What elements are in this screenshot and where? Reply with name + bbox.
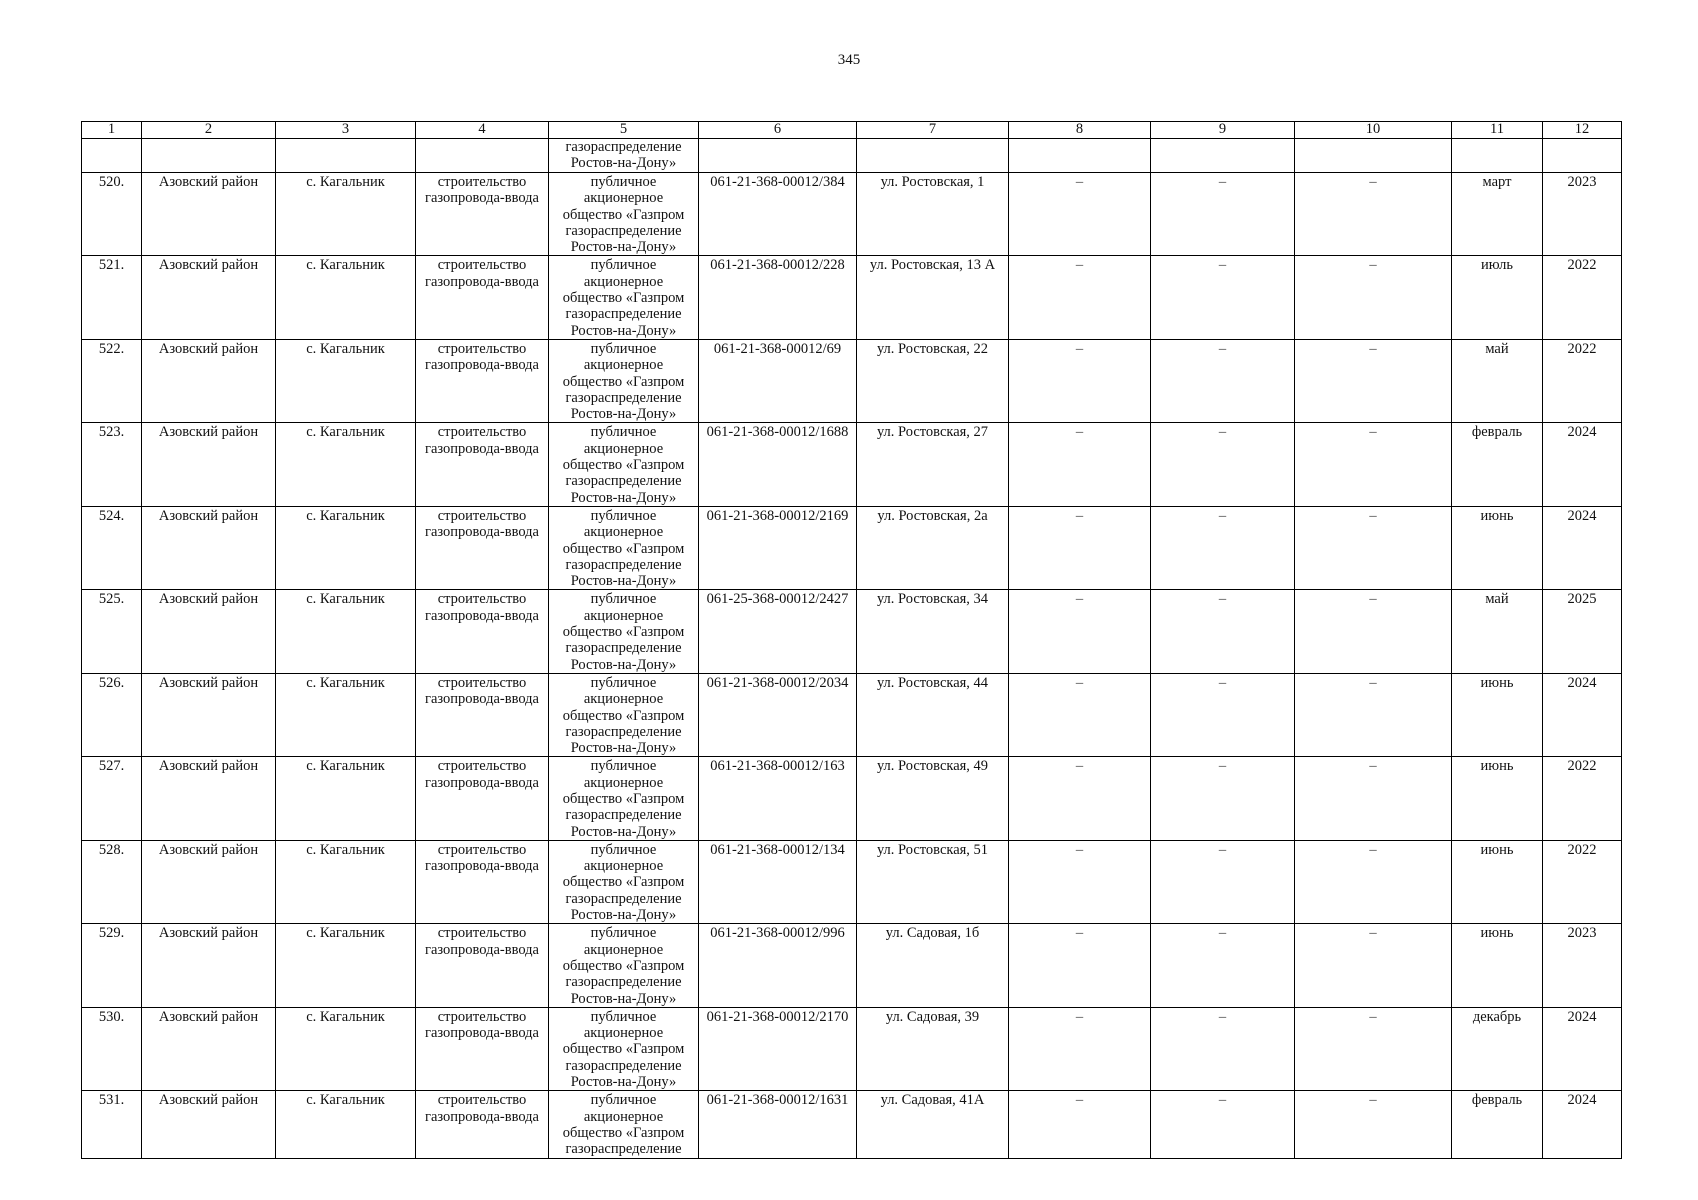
column-9-cell: – (1151, 506, 1295, 589)
work-type-cell (416, 1007, 549, 1090)
owner-cell (549, 173, 699, 256)
owner-cell (549, 1007, 699, 1090)
month-cell: июль (1452, 256, 1543, 339)
column-number: 9 (1151, 122, 1295, 139)
table-row (82, 173, 1622, 256)
owner-line: общество «Газпром (562, 874, 685, 891)
owner-cell (549, 673, 699, 756)
owner-line: Ростов-на-Дону» (570, 239, 677, 256)
column-8-cell: – (1009, 590, 1151, 673)
district-cell: Азовский район (142, 173, 276, 256)
settlement-cell: с. Кагальник (276, 173, 416, 256)
owner-line: Ростов-на-Дону» (570, 406, 677, 423)
settlement-cell: с. Кагальник (276, 924, 416, 1007)
owner-line: общество «Газпром (562, 1041, 685, 1058)
work-type-cell (416, 757, 549, 840)
owner-line: Ростов-на-Дону» (570, 990, 677, 1007)
owner-line: общество «Газпром (562, 790, 685, 807)
work-type-cell (416, 840, 549, 923)
address-cell: ул. Ростовская, 22 (857, 339, 1009, 422)
settlement-cell: с. Кагальник (276, 590, 416, 673)
month-cell: июнь (1452, 840, 1543, 923)
owner-cell (549, 1091, 699, 1158)
table-cell (1452, 139, 1543, 173)
table-cell (1295, 139, 1452, 173)
table-cell (1151, 139, 1295, 173)
district-cell: Азовский район (142, 590, 276, 673)
year-cell: 2023 (1543, 924, 1622, 1007)
row-number-cell: 528. (82, 840, 142, 923)
column-8-cell: – (1009, 757, 1151, 840)
owner-line: публичное (590, 925, 657, 942)
owner-line: газораспределение (565, 473, 682, 490)
table-row (82, 1007, 1622, 1090)
owner-cell (549, 506, 699, 589)
district-cell: Азовский район (142, 256, 276, 339)
column-10-cell: – (1295, 1091, 1452, 1158)
owner-line: газораспределение (565, 139, 682, 155)
cadastral-code-cell: 061-21-368-00012/1631 (699, 1091, 857, 1158)
owner-line: общество «Газпром (562, 206, 685, 223)
owner-line: общество «Газпром (562, 290, 685, 307)
owner-line: газораспределение (565, 389, 682, 406)
owner-line: газораспределение (565, 1057, 682, 1074)
column-8-cell: – (1009, 1007, 1151, 1090)
owner-cell (549, 757, 699, 840)
table-row (82, 423, 1622, 506)
work-type-line: газопровода-ввода (425, 440, 539, 457)
column-10-cell: – (1295, 757, 1452, 840)
district-cell: Азовский район (142, 1091, 276, 1158)
column-number: 7 (857, 122, 1009, 139)
table-body (82, 122, 1622, 1159)
settlement-cell: с. Кагальник (276, 673, 416, 756)
table-row (82, 590, 1622, 673)
column-9-cell: – (1151, 924, 1295, 1007)
work-type-line: газопровода-ввода (425, 941, 539, 958)
owner-cell (549, 339, 699, 422)
owner-line: общество «Газпром (562, 624, 685, 641)
column-number: 12 (1543, 122, 1622, 139)
district-cell: Азовский район (142, 506, 276, 589)
owner-line: Ростов-на-Дону» (570, 489, 677, 506)
cadastral-code-cell: 061-21-368-00012/69 (699, 339, 857, 422)
table-cell (416, 139, 549, 173)
column-number: 10 (1295, 122, 1452, 139)
month-cell: февраль (1452, 1091, 1543, 1158)
column-9-cell: – (1151, 757, 1295, 840)
column-number: 1 (82, 122, 142, 139)
work-type-line: строительство (437, 424, 527, 441)
month-cell: июнь (1452, 757, 1543, 840)
work-type-line: газопровода-ввода (425, 858, 539, 875)
owner-line: Ростов-на-Дону» (570, 907, 677, 924)
column-number: 5 (549, 122, 699, 139)
table-cell (1009, 139, 1151, 173)
work-type-line: газопровода-ввода (425, 273, 539, 290)
column-8-cell: – (1009, 673, 1151, 756)
year-cell: 2024 (1543, 673, 1622, 756)
year-cell: 2024 (1543, 506, 1622, 589)
owner-line: общество «Газпром (562, 957, 685, 974)
work-type-line: строительство (437, 925, 527, 942)
owner-line: газораспределение (565, 306, 682, 323)
table-cell (857, 139, 1009, 173)
address-cell: ул. Садовая, 39 (857, 1007, 1009, 1090)
owner-line: акционерное (583, 941, 664, 958)
column-10-cell: – (1295, 924, 1452, 1007)
table-row (82, 924, 1622, 1007)
column-8-cell: – (1009, 1091, 1151, 1158)
table-cell (82, 139, 142, 173)
table-cell (1543, 139, 1622, 173)
work-type-line: строительство (437, 674, 527, 691)
work-type-line: строительство (437, 1092, 527, 1109)
work-type-cell (416, 924, 549, 1007)
column-8-cell: – (1009, 339, 1151, 422)
owner-line: газораспределение (565, 640, 682, 657)
address-cell: ул. Ростовская, 34 (857, 590, 1009, 673)
address-cell: ул. Ростовская, 51 (857, 840, 1009, 923)
month-cell: июнь (1452, 673, 1543, 756)
owner-line: акционерное (583, 190, 664, 207)
settlement-cell: с. Кагальник (276, 423, 416, 506)
cadastral-code-cell: 061-21-368-00012/1688 (699, 423, 857, 506)
work-type-line: газопровода-ввода (425, 774, 539, 791)
owner-line: Ростов-на-Дону» (570, 573, 677, 590)
owner-line: акционерное (583, 1108, 664, 1125)
owner-line: акционерное (583, 1025, 664, 1042)
address-cell: ул. Ростовская, 2а (857, 506, 1009, 589)
district-cell: Азовский район (142, 757, 276, 840)
owner-line: публичное (590, 841, 657, 858)
column-8-cell: – (1009, 256, 1151, 339)
district-cell: Азовский район (142, 673, 276, 756)
column-10-cell: – (1295, 339, 1452, 422)
table-cell (142, 139, 276, 173)
column-10-cell: – (1295, 1007, 1452, 1090)
column-number: 2 (142, 122, 276, 139)
work-type-line: строительство (437, 1008, 527, 1025)
district-cell: Азовский район (142, 924, 276, 1007)
owner-line: акционерное (583, 440, 664, 457)
column-number-row (82, 122, 1622, 139)
owner-line: акционерное (583, 524, 664, 541)
column-8-cell: – (1009, 423, 1151, 506)
owner-line: акционерное (583, 858, 664, 875)
owner-line: газораспределение (565, 723, 682, 740)
settlement-cell: с. Кагальник (276, 506, 416, 589)
work-type-cell (416, 423, 549, 506)
owner-cell (549, 840, 699, 923)
owner-line: газораспределение (565, 556, 682, 573)
address-cell: ул. Садовая, 41А (857, 1091, 1009, 1158)
owner-line: Ростов-на-Дону» (570, 823, 677, 840)
column-9-cell: – (1151, 339, 1295, 422)
work-type-line: газопровода-ввода (425, 691, 539, 708)
owner-line: акционерное (583, 691, 664, 708)
district-cell: Азовский район (142, 423, 276, 506)
settlement-cell: с. Кагальник (276, 757, 416, 840)
work-type-line: строительство (437, 257, 527, 274)
table-row (82, 1091, 1622, 1158)
owner-line: газораспределение (565, 222, 682, 239)
column-9-cell: – (1151, 173, 1295, 256)
column-number: 11 (1452, 122, 1543, 139)
address-cell: ул. Ростовская, 13 А (857, 256, 1009, 339)
column-8-cell: – (1009, 924, 1151, 1007)
month-cell: февраль (1452, 423, 1543, 506)
column-10-cell: – (1295, 173, 1452, 256)
work-type-line: строительство (437, 174, 527, 190)
table-row (82, 506, 1622, 589)
cadastral-code-cell: 061-21-368-00012/2170 (699, 1007, 857, 1090)
district-cell: Азовский район (142, 339, 276, 422)
column-9-cell: – (1151, 1007, 1295, 1090)
owner-line: газораспределение (565, 1141, 682, 1158)
work-type-line: газопровода-ввода (425, 607, 539, 624)
month-cell: июнь (1452, 506, 1543, 589)
address-cell: ул. Ростовская, 27 (857, 423, 1009, 506)
owner-line: публичное (590, 257, 657, 274)
month-cell: май (1452, 339, 1543, 422)
work-type-line: строительство (437, 591, 527, 608)
row-number-cell: 522. (82, 339, 142, 422)
month-cell: декабрь (1452, 1007, 1543, 1090)
settlement-cell: с. Кагальник (276, 840, 416, 923)
table-row (82, 673, 1622, 756)
owner-line: Ростов-на-Дону» (570, 656, 677, 673)
page-number: 345 (837, 52, 861, 68)
month-cell: май (1452, 590, 1543, 673)
owner-line: публичное (590, 507, 657, 524)
owner-cell (549, 590, 699, 673)
owner-line: газораспределение (565, 807, 682, 824)
owner-line: публичное (590, 1092, 657, 1109)
owner-line: публичное (590, 591, 657, 608)
work-type-line: газопровода-ввода (425, 357, 539, 374)
cadastral-code-cell: 061-25-368-00012/2427 (699, 590, 857, 673)
settlement-cell: с. Кагальник (276, 256, 416, 339)
row-number-cell: 531. (82, 1091, 142, 1158)
year-cell: 2022 (1543, 256, 1622, 339)
column-10-cell: – (1295, 590, 1452, 673)
owner-cell (549, 423, 699, 506)
work-type-line: газопровода-ввода (425, 1025, 539, 1042)
column-10-cell: – (1295, 256, 1452, 339)
table-cell (276, 139, 416, 173)
column-10-cell: – (1295, 506, 1452, 589)
owner-line: общество «Газпром (562, 540, 685, 557)
year-cell: 2022 (1543, 757, 1622, 840)
cadastral-code-cell: 061-21-368-00012/134 (699, 840, 857, 923)
table-row (82, 256, 1622, 339)
cadastral-code-cell: 061-21-368-00012/384 (699, 173, 857, 256)
year-cell: 2024 (1543, 423, 1622, 506)
owner-line: Ростов-на-Дону» (570, 155, 677, 172)
owner-line: общество «Газпром (562, 1124, 685, 1141)
column-number: 6 (699, 122, 857, 139)
continuation-row (82, 139, 1622, 173)
year-cell: 2022 (1543, 339, 1622, 422)
owner-line: акционерное (583, 357, 664, 374)
work-type-line: строительство (437, 507, 527, 524)
column-number: 8 (1009, 122, 1151, 139)
work-type-line: газопровода-ввода (425, 1108, 539, 1125)
owner-line: Ростов-на-Дону» (570, 322, 677, 339)
owner-line: публичное (590, 674, 657, 691)
year-cell: 2025 (1543, 590, 1622, 673)
owner-line: газораспределение (565, 890, 682, 907)
owner-line: публичное (590, 424, 657, 441)
work-type-cell (416, 590, 549, 673)
cadastral-code-cell: 061-21-368-00012/2169 (699, 506, 857, 589)
row-number-cell: 530. (82, 1007, 142, 1090)
registry-table (81, 121, 1622, 1159)
owner-cell (549, 139, 699, 173)
work-type-line: строительство (437, 841, 527, 858)
year-cell: 2023 (1543, 173, 1622, 256)
work-type-cell (416, 173, 549, 256)
table-cell (699, 139, 857, 173)
work-type-line: газопровода-ввода (425, 524, 539, 541)
column-9-cell: – (1151, 840, 1295, 923)
cadastral-code-cell: 061-21-368-00012/2034 (699, 673, 857, 756)
work-type-cell (416, 256, 549, 339)
owner-line: акционерное (583, 607, 664, 624)
owner-line: акционерное (583, 774, 664, 791)
column-10-cell: – (1295, 673, 1452, 756)
settlement-cell: с. Кагальник (276, 339, 416, 422)
work-type-line: газопровода-ввода (425, 190, 539, 207)
district-cell: Азовский район (142, 840, 276, 923)
row-number-cell: 521. (82, 256, 142, 339)
row-number-cell: 520. (82, 173, 142, 256)
owner-line: общество «Газпром (562, 707, 685, 724)
month-cell: июнь (1452, 924, 1543, 1007)
cadastral-code-cell: 061-21-368-00012/163 (699, 757, 857, 840)
row-number-cell: 525. (82, 590, 142, 673)
work-type-cell (416, 673, 549, 756)
owner-line: публичное (590, 340, 657, 357)
row-number-cell: 526. (82, 673, 142, 756)
owner-line: общество «Газпром (562, 373, 685, 390)
cadastral-code-cell: 061-21-368-00012/228 (699, 256, 857, 339)
address-cell: ул. Ростовская, 44 (857, 673, 1009, 756)
column-number: 3 (276, 122, 416, 139)
address-cell: ул. Ростовская, 1 (857, 173, 1009, 256)
table-row (82, 339, 1622, 422)
district-cell: Азовский район (142, 1007, 276, 1090)
column-number: 4 (416, 122, 549, 139)
column-9-cell: – (1151, 423, 1295, 506)
work-type-line: строительство (437, 340, 527, 357)
owner-cell (549, 256, 699, 339)
owner-line: публичное (590, 1008, 657, 1025)
settlement-cell: с. Кагальник (276, 1091, 416, 1158)
column-9-cell: – (1151, 256, 1295, 339)
owner-cell (549, 924, 699, 1007)
column-8-cell: – (1009, 840, 1151, 923)
work-type-cell (416, 1091, 549, 1158)
owner-line: газораспределение (565, 974, 682, 991)
year-cell: 2022 (1543, 840, 1622, 923)
owner-line: публичное (590, 758, 657, 775)
column-8-cell: – (1009, 506, 1151, 589)
column-9-cell: – (1151, 673, 1295, 756)
column-10-cell: – (1295, 840, 1452, 923)
table-row (82, 757, 1622, 840)
month-cell: март (1452, 173, 1543, 256)
owner-line: акционерное (583, 273, 664, 290)
row-number-cell: 523. (82, 423, 142, 506)
work-type-cell (416, 506, 549, 589)
column-10-cell: – (1295, 423, 1452, 506)
address-cell: ул. Ростовская, 49 (857, 757, 1009, 840)
row-number-cell: 529. (82, 924, 142, 1007)
settlement-cell: с. Кагальник (276, 1007, 416, 1090)
row-number-cell: 527. (82, 757, 142, 840)
owner-line: публичное (590, 174, 657, 190)
table-row (82, 840, 1622, 923)
work-type-cell (416, 339, 549, 422)
column-9-cell: – (1151, 590, 1295, 673)
column-8-cell: – (1009, 173, 1151, 256)
year-cell: 2024 (1543, 1091, 1622, 1158)
work-type-line: строительство (437, 758, 527, 775)
address-cell: ул. Садовая, 1б (857, 924, 1009, 1007)
year-cell: 2024 (1543, 1007, 1622, 1090)
owner-line: общество «Газпром (562, 457, 685, 474)
owner-line: Ростов-на-Дону» (570, 1074, 677, 1091)
owner-line: Ростов-на-Дону» (570, 740, 677, 757)
cadastral-code-cell: 061-21-368-00012/996 (699, 924, 857, 1007)
row-number-cell: 524. (82, 506, 142, 589)
column-9-cell: – (1151, 1091, 1295, 1158)
